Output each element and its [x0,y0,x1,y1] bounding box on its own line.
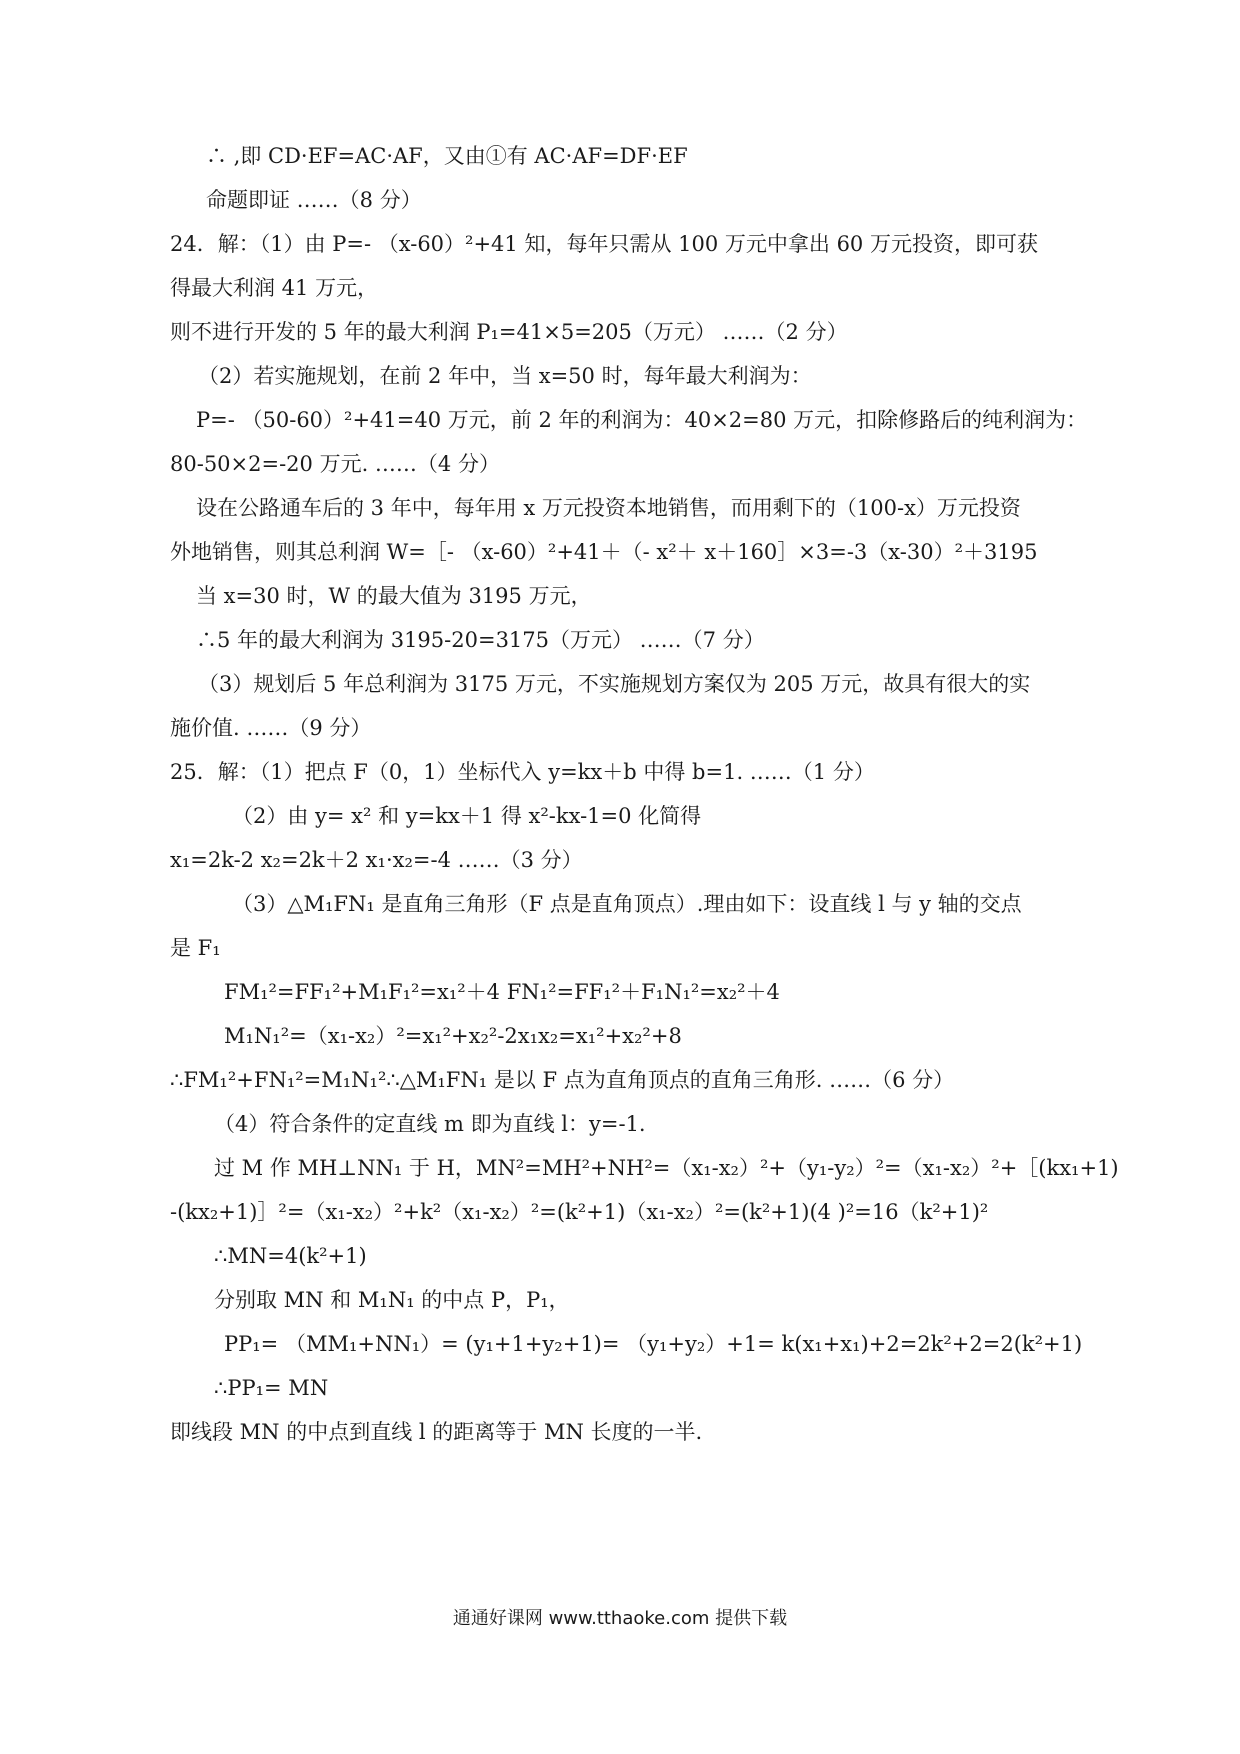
text-line: 命题即证 ……（8 分） [206,188,422,212]
text-line: 是 F₁ [170,936,221,960]
text-line: 25．解：（1）把点 F（0，1）坐标代入 y=kx＋b 中得 b=1. ……（1 分） [170,760,875,784]
text-line: -(kx₂+1)］²=（x₁-x₂）²+k²（x₁-x₂）²=(k²+1)（x₁-x₂）²=(k²+1)(4 )²=16（k²+1)² [170,1200,989,1224]
text-line: PP₁= （MM₁+NN₁）= (y₁+1+y₂+1)= （y₁+y₂）+1= k(x₁+x₁)+2=2k²+2=2(k²+1) [224,1332,1083,1356]
text-line: 设在公路通车后的 3 年中，每年用 x 万元投资本地销售，而用剩下的（100-x）万元投资 [196,496,1021,520]
text-line: 分别取 MN 和 M₁N₁ 的中点 P，P₁， [214,1288,570,1312]
text-line: 当 x=30 时，W 的最大值为 3195 万元， [196,584,592,608]
page-footer: 通通好课网 www.tthaoke.com 提供下载 [452,1608,788,1629]
text-line: ∴ ,即 CD·EF=AC·AF，又由①有 AC·AF=DF·EF [206,144,688,168]
text-line: 则不进行开发的 5 年的最大利润 P₁=41×5=205（万元） ……（2 分） [170,320,848,344]
text-line: 24．解：（1）由 P=- （x-60）²+41 知，每年只需从 100 万元中拿出 60 万元投资，即可获 [170,232,1038,256]
text-line: 外地销售，则其总利润 W=［- （x-60）²+41＋（- x²＋ x＋160］×3=-3（x-30）²＋3195 [170,540,1038,564]
text-line: （4）符合条件的定直线 m 即为直线 l：y=-1. [214,1112,646,1136]
text-line: x₁=2k-2 x₂=2k＋2 x₁·x₂=-4 ……（3 分） [170,848,583,872]
text-line: FM₁²=FF₁²+M₁F₁²=x₁²＋4 FN₁²=FF₁²＋F₁N₁²=x₂²＋4 [224,980,780,1004]
text-line: （2）由 y= x² 和 y=kx＋1 得 x²-kx-1=0 化简得 [232,804,702,828]
text-line: （2）若实施规划，在前 2 年中，当 x=50 时，每年最大利润为： [198,364,812,388]
text-line: M₁N₁²=（x₁-x₂）²=x₁²+x₂²-2x₁x₂=x₁²+x₂²+8 [224,1024,682,1048]
text-line: （3）△M₁FN₁ 是直角三角形（F 点是直角顶点）.理由如下：设直线 l 与 y 轴的交点 [232,892,1022,916]
text-line: 过 M 作 MH⊥NN₁ 于 H，MN²=MH²+NH²=（x₁-x₂）²+（y₁-y₂）²=（x₁-x₂）²+［(kx₁+1) [214,1156,1119,1180]
text-line: P=- （50-60）²+41=40 万元，前 2 年的利润为：40×2=80 万元，扣除修路后的纯利润为： [196,408,1088,432]
text-line: （3）规划后 5 年总利润为 3175 万元，不实施规划方案仅为 205 万元，故具有很大的实 [198,672,1031,696]
text-line: 施价值. ……（9 分） [170,716,372,740]
text-line: ∴FM₁²+FN₁²=M₁N₁²∴△M₁FN₁ 是以 F 点为直角顶点的直角三角形. ……（6 分） [170,1068,955,1092]
text-line: ∴MN=4(k²+1) [214,1244,367,1268]
text-line: 得最大利润 41 万元， [170,276,379,300]
text-line: 80-50×2=-20 万元. ……（4 分） [170,452,500,476]
text-line: ∴5 年的最大利润为 3195-20=3175（万元） ……（7 分） [196,628,765,652]
text-line: 即线段 MN 的中点到直线 l 的距离等于 MN 长度的一半. [170,1420,703,1444]
text-line: ∴PP₁= MN [214,1376,329,1400]
